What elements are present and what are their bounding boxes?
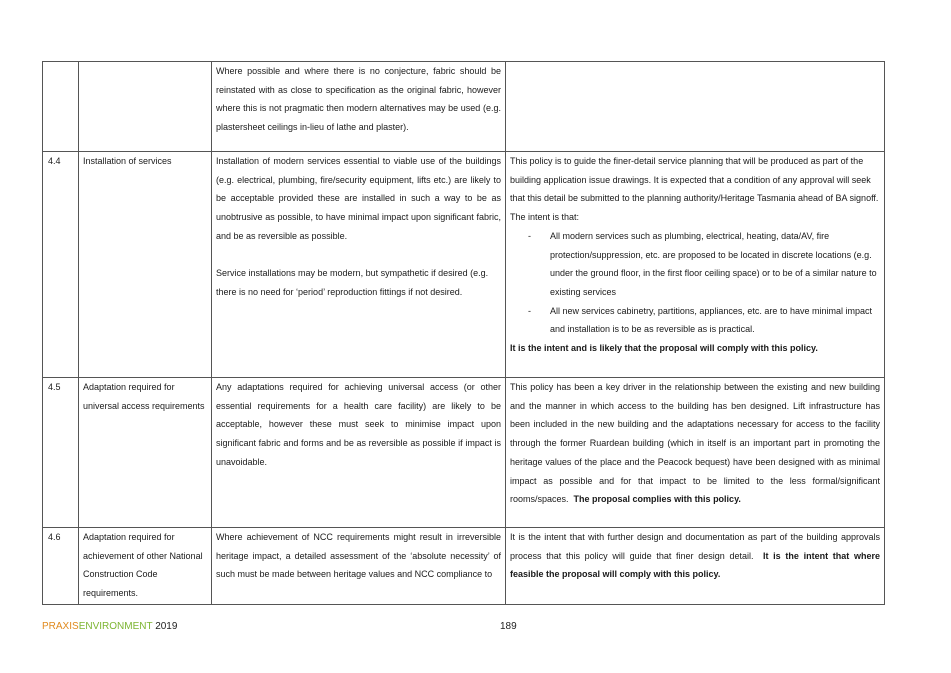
table-row <box>43 62 885 152</box>
policy-text <box>212 378 506 528</box>
policy-title: Installation of services <box>79 152 212 378</box>
policy-paragraph: Service installations may be modern, but sympathetic if desired (e.g. there is no need for ‘period’ reproduction fittings if not desired. <box>216 268 489 297</box>
policy-text <box>212 528 506 605</box>
response-bullet: - All new services cabinetry, partitions, appliances, etc. are to have minimal impact and installation is to be as reversible as is practical. <box>550 302 880 339</box>
policy-text <box>212 62 506 152</box>
table-row <box>43 152 885 378</box>
response-intro: It is the intent that with further design and documentation as part of the building approvals process that this policy will guide that finer design detail. <box>510 532 880 561</box>
policy-number: 4.6 <box>43 528 79 605</box>
response-bullet: - All modern services such as plumbing, electrical, heating, data/AV, fire protection/suppression, etc. are proposed to be located in discrete locations (e.g. under the ground floor, in the first floor ceiling space) or to be of a similar nature to existing services <box>550 227 880 302</box>
policy-paragraph: Installation of modern services essential to viable use of the buildings (e.g. electrical, plumbing, fire/security equipment, lifts etc.) are likely to be acceptable provided these are installed in such a way to be as unobtrusive as possible, to have minimal impact upon significant fabric, and be as reversible as possible. <box>216 156 501 241</box>
response-bullet-list <box>510 227 880 339</box>
footer-year: 2019 <box>155 621 178 632</box>
response-intro: This policy is to guide the finer-detail service planning that will be produced as part of the building application issue drawings. It is expected that a condition of any approval will seek that this detail be submitted to the planning authority/Heritage Tasmania ahead of BA signoff. The intent is that: <box>510 156 879 223</box>
response-conclusion: It is the intent that where feasible the proposal will comply with this policy. <box>510 550 880 580</box>
policy-table <box>42 61 885 605</box>
policy-title: Adaptation required for achievement of other National Construction Code requirements. <box>79 528 212 605</box>
brand-environment: ENVIRONMENT <box>78 621 153 632</box>
policy-paragraph: Where possible and where there is no conjecture, fabric should be reinstated with as close to specification as the original fabric, however where this is not pragmatic then modern alternatives may be used (e.g. plastersheet ceilings in-lieu of lathe and plaster). <box>216 66 501 133</box>
policy-response <box>506 378 885 528</box>
policy-response <box>506 152 885 378</box>
response-intro: This policy has been a key driver in the relationship between the existing and new building and the manner in which access to the building has ben designed. Lift infrastructure has been included in the new building and the adaptations necessary for access to the facility through the former Ruardean building (which in itself is an important part in promoting the heritage values of the place and the Peacock bequest) have been designed with as minimal impact as possible and for that impact to be limited to the less formal/significant rooms/spaces. <box>510 382 880 505</box>
policy-title <box>79 62 212 152</box>
policy-number: 4.5 <box>43 378 79 528</box>
page-number: 189 <box>500 621 517 632</box>
policy-number <box>43 62 79 152</box>
table-row <box>43 378 885 528</box>
policy-response <box>506 528 885 605</box>
policy-paragraph: Where achievement of NCC requirements might result in irreversible heritage impact, a detailed assessment of the ‘absolute necessity’ of such must be made between heritage values and NCC compliance to <box>216 532 501 580</box>
policy-paragraph: Any adaptations required for achieving universal access (or other essential requirements for a health care facility) are likely to be acceptable, however these must seek to minimise impact upon significant fabric and forms and be as reversible as possible if impact is unavoidable. <box>216 382 501 467</box>
policy-text <box>212 152 506 378</box>
brand-praxis: PRAXIS <box>42 621 79 632</box>
response-conclusion: It is the intent and is likely that the proposal will comply with this policy. <box>510 343 818 354</box>
policy-response <box>506 62 885 152</box>
table-row <box>43 528 885 605</box>
policy-title: Adaptation required for universal access requirements <box>79 378 212 528</box>
response-conclusion: The proposal complies with this policy. <box>573 494 741 505</box>
footer-brand <box>42 620 177 634</box>
policy-number: 4.4 <box>43 152 79 378</box>
